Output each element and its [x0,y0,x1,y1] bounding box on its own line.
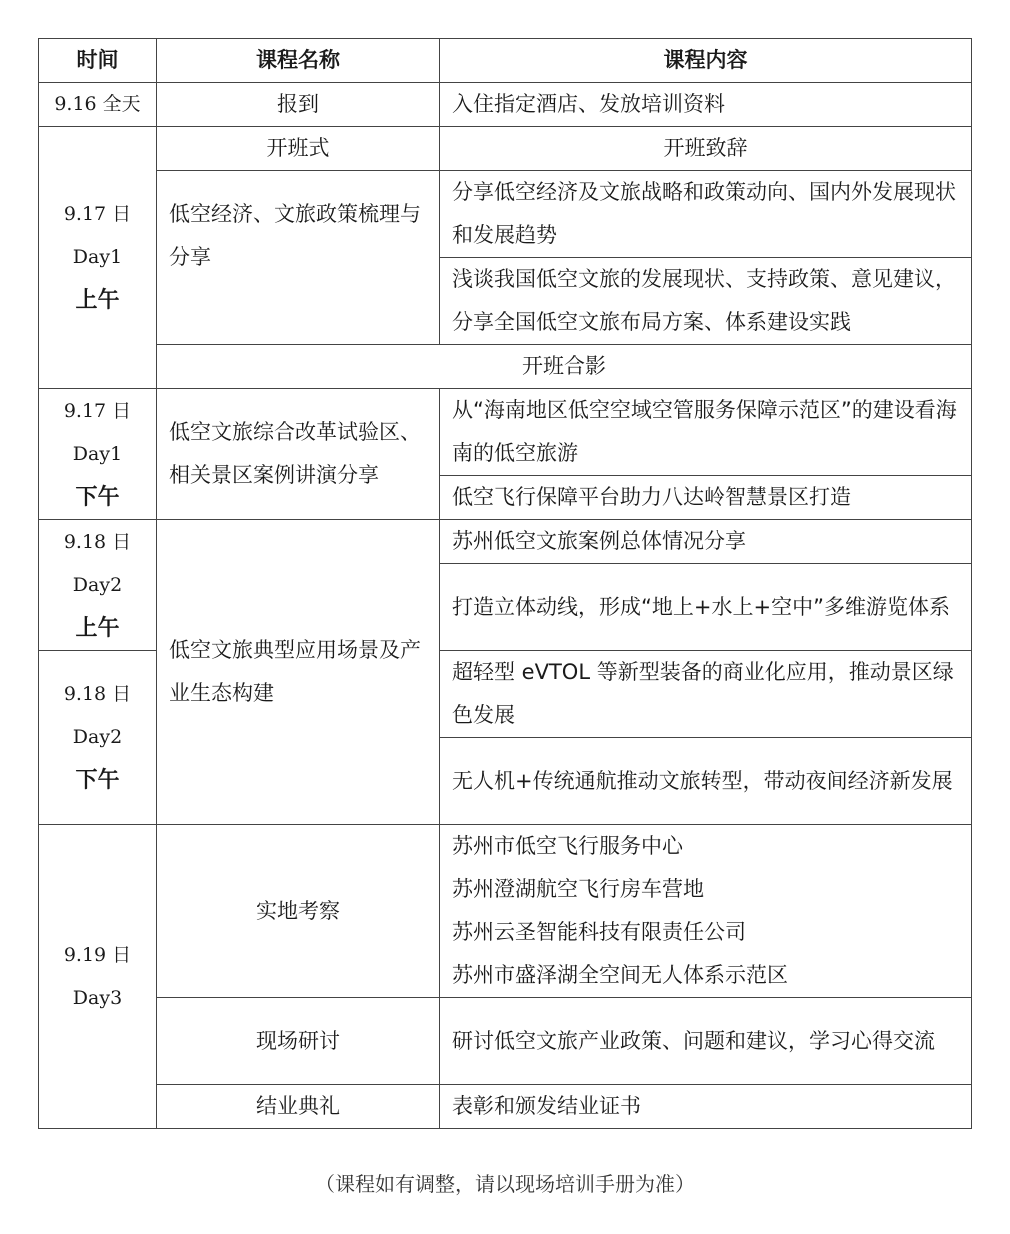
schedule-table [38,38,972,1129]
table-row [39,520,972,564]
course-cell: 低空文旅综合改革试验区、相关景区案例讲演分享 [157,389,440,520]
content-cell: 苏州低空文旅案例总体情况分享 [440,520,972,564]
photo-cell: 开班合影 [157,345,972,389]
header-course: 课程名称 [157,39,440,83]
table-row [39,171,972,258]
time-cell: 9.17 日 Day1 下午 [39,389,157,520]
course-cell: 结业典礼 [157,1085,440,1129]
course-cell: 实地考察 [157,825,440,998]
course-cell: 报到 [157,83,440,127]
course-cell: 低空文旅典型应用场景及产业生态构建 [157,520,440,825]
content-cell: 从“海南地区低空空域空管服务保障示范区”的建设看海南的低空旅游 [440,389,972,476]
list-item: 苏州澄湖航空飞行房车营地 [452,877,704,901]
header-row [39,39,972,83]
table-row [39,345,972,389]
time-cell: 9.18 日 Day2 上午 [39,520,157,651]
content-cell: 研讨低空文旅产业政策、问题和建议，学习心得交流 [440,998,972,1085]
content-cell: 浅谈我国低空文旅的发展现状、支持政策、意见建议，分享全国低空文旅布局方案、体系建设实践 [440,258,972,345]
course-cell: 现场研讨 [157,998,440,1085]
footnote: （课程如有调整，请以现场培训手册为准） [315,1172,695,1196]
content-cell: 表彰和颁发结业证书 [440,1085,972,1129]
time-cell: 9.17 日 Day1 上午 [39,127,157,389]
table-row [39,389,972,476]
course-cell: 开班式 [157,127,440,171]
list-item: 苏州市低空飞行服务中心 [452,834,683,858]
header-content: 课程内容 [440,39,972,83]
time-cell: 9.19 日 Day3 [39,825,157,1129]
content-cell: 分享低空经济及文旅战略和政策动向、国内外发展现状和发展趋势 [440,171,972,258]
time-cell: 9.18 日 Day2 下午 [39,651,157,825]
content-cell: 开班致辞 [440,127,972,171]
list-item: 苏州市盛泽湖全空间无人体系示范区 [452,963,788,987]
course-cell: 低空经济、文旅政策梳理与分享 [157,171,440,345]
table-row [39,998,972,1085]
content-cell: 低空飞行保障平台助力八达岭智慧景区打造 [440,476,972,520]
header-time: 时间 [39,39,157,83]
content-cell: 入住指定酒店、发放培训资料 [440,83,972,127]
table-row [39,825,972,998]
table-row [39,127,972,171]
time-cell: 9.16 全天 [39,83,157,127]
content-cell: 超轻型 eVTOL 等新型装备的商业化应用，推动景区绿色发展 [440,651,972,738]
table-row [39,1085,972,1129]
content-cell: 打造立体动线，形成“地上+水上+空中”多维游览体系 [440,564,972,651]
table-row [39,83,972,127]
content-cell [440,825,972,998]
content-cell: 无人机+传统通航推动文旅转型，带动夜间经济新发展 [440,738,972,825]
list-item: 苏州云圣智能科技有限责任公司 [452,920,746,944]
